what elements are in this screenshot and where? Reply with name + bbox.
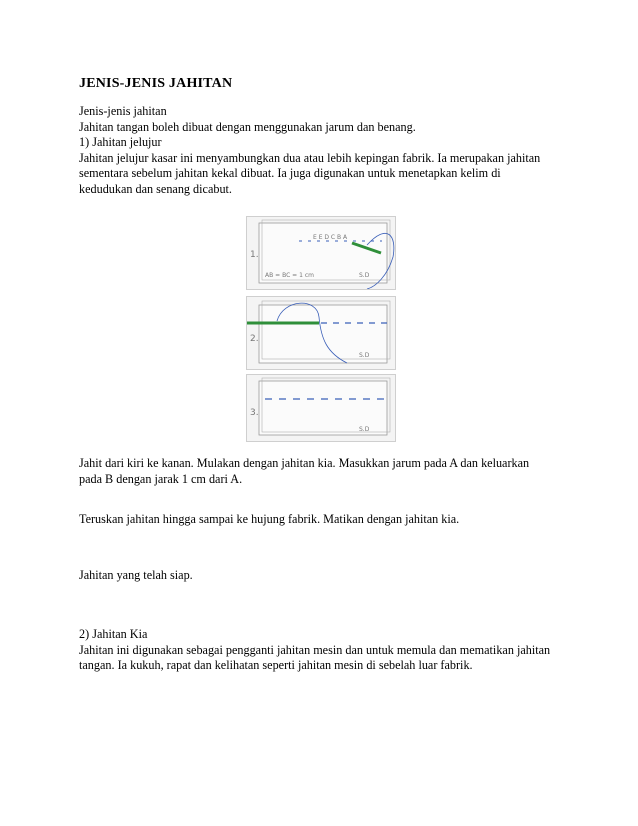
step-1-paragraph (79, 456, 569, 487)
figure-number: 2. (250, 334, 259, 344)
fabric-diagram-2 (247, 297, 395, 369)
fabric-diagram-1 (247, 217, 395, 289)
body-line: sementara sebelum jahitan kekal dibuat. Ia juga digunakan untuk menetapkan kelim di (79, 166, 501, 180)
body-line: Jahit dari kiri ke kanan. Mulakan dengan jahitan kia. Masukkan jarum pada A dan keluarkan (79, 456, 530, 470)
intro-paragraph (79, 104, 569, 197)
body-line: Jahitan jelujur kasar ini menyambungkan dua atau lebih kepingan fabrik. Ia merupakan jahitan (79, 150, 541, 165)
figure-corner-label: S.D (359, 426, 370, 433)
figure-step-2 (246, 296, 396, 370)
body-line: tangan. Ia kukuh, rapat dan kelihatan seperti jahitan mesin di sebelah luar fabrik. (79, 658, 473, 672)
figure-corner-label: S.D (359, 352, 370, 359)
step-2-paragraph: Teruskan jahitan hingga sampai ke hujung fabrik. Matikan dengan jahitan kia. (79, 512, 460, 526)
fabric-diagram-3 (247, 375, 395, 441)
section-heading: 1) Jahitan jelujur (79, 135, 162, 149)
section-heading: 2) Jahitan Kia (79, 627, 148, 641)
figure-formula: AB = BC = 1 cm (265, 272, 314, 279)
page-title: JENIS-JENIS JAHITAN (79, 76, 233, 91)
step-3-paragraph: Jahitan yang telah siap. (79, 568, 193, 582)
body-line: kedudukan dan senang dicabut. (79, 181, 232, 196)
intro-line: Jahitan tangan boleh dibuat dengan menggunakan jarum dan benang. (79, 119, 416, 134)
figure-point-letters: E E D C B A (313, 234, 348, 241)
figure-step-3 (246, 374, 396, 442)
body-line: pada B dengan jarak 1 cm dari A. (79, 471, 243, 486)
figure-number: 1. (250, 250, 259, 260)
body-line: Jahitan ini digunakan sebagai pengganti jahitan mesin dan untuk memula dan mematikan jahitan (79, 642, 551, 657)
figure-number: 3. (250, 408, 259, 418)
figure-step-1 (246, 216, 396, 290)
figure-corner-label: S.D (359, 272, 370, 279)
intro-line: Jenis-jenis jahitan (79, 104, 167, 118)
section-2-paragraph (79, 627, 569, 674)
